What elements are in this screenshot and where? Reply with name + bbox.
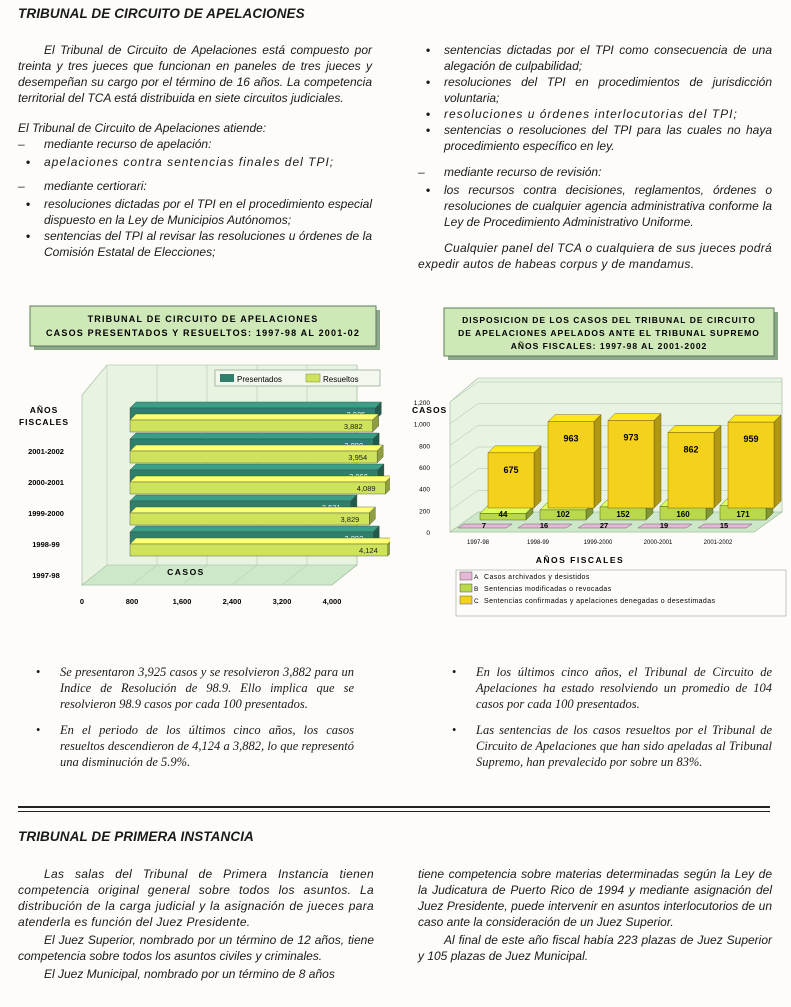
chart2-data-label-a: 15 [719,521,729,530]
chart2-category-label: 1999-2000 [583,540,613,546]
note-right: • En los últimos cinco años, el Tribunal de Circuito de Apelaciones ha estado resolviendo un promedio de 104 casos por cada 100 presentados. [450,664,772,712]
chart2-bar-c [548,415,601,508]
chart2-title-line1: DISPOSICION DE LOS CASOS DEL TRIBUNAL DE CIRCUITO [462,315,756,325]
chart1-xtick: 2,400 [222,597,242,606]
chart2-legend-key: A [474,574,479,581]
chart2-bar-c [728,415,781,508]
tpi-p1: Las salas del Tribunal de Primera Instancia tienen competencia original general sobre todos los asuntos. La distribución de la carga judicial y la asignación de jueces para atenderla es función del Juez Presidente. [18,867,374,929]
chart2-legend-swatch [460,584,472,592]
chart2-ytick: 200 [419,508,430,516]
chart2-data-label-a: 16 [539,521,549,530]
chart1-data-label: 4,089 [356,484,376,493]
notes-right [450,664,772,780]
right-item: • sentencias dictadas por el TPI como consecuencia de una alegación de culpabilidad; [418,42,772,74]
chart1-xtick: 4,000 [322,597,342,606]
chart2-data-label-c: 973 [623,432,639,443]
chart2-data-label-c: 963 [563,433,579,444]
chart2-ytick: 800 [419,443,430,451]
chart1-category-label: 2001-2002 [28,447,64,456]
tpi-p2: El Juez Superior, nombrado por un término de 12 años, tiene competencia sobre todos los asuntos civiles y criminales. [18,933,374,963]
chart1-category-label: 2000-2001 [28,478,64,487]
tpi-p5: Al final de este año fiscal había 223 plazas de Juez Superior y 105 plazas de Juez Municipal. [418,933,772,963]
chart2-ytick: 600 [419,465,430,472]
tca-heading: TRIBUNAL DE CIRCUITO DE APELACIONES [18,6,305,21]
chart2-data-label-b: 44 [498,510,508,519]
tca-right-column [418,42,772,272]
chart2-ytick: 1,000 [413,421,430,429]
chart2-data-label-a: 27 [599,521,609,530]
tca-atiende: El Tribunal de Circuito de Apelaciones atiende: [18,121,267,135]
chart1-ylabel-2: FISCALES [18,417,70,427]
chart1-category-label: 1998-99 [32,540,60,549]
chart2-data-label-c: 959 [743,434,759,445]
chart1-xlabel: CASOS [167,567,205,577]
chart2-data-label-c: 862 [683,444,699,455]
certiorari-item: • resoluciones dictadas por el TPI en el procedimiento especial dispuesto en la Ley de Municipios Autónomos; [18,196,372,228]
chart2-category-label: 2000-2001 [643,540,673,546]
chart2-ylabel: CASOS [412,405,448,415]
revision-label: – mediante recurso de revisión: [418,164,772,180]
right-item: • resoluciones del TPI en procedimientos de jurisdicción voluntaria; [418,74,772,106]
chart2-bar-c [488,446,541,508]
certiorari-item: • sentencias del TPI al revisar las resoluciones u órdenes de la Comisión Estatal de Elecciones; [18,228,372,260]
chart1-data-label: 4,124 [358,546,378,555]
chart2-category-label: 1997-98 [466,540,490,546]
chart2-data-label-c: 675 [503,464,519,475]
chart2-legend-label: Sentencias confirmadas y apelaciones denegadas o desestimadas [484,598,716,605]
revision-item: • los recursos contra decisiones, reglamentos, órdenes o resoluciones de cualquier agencia administrativa conforme la Ley de Procedimiento Administrativo Uniforme. [418,182,772,230]
chart1-data-label: 3,829 [340,515,360,524]
chart1-bar-resueltos [130,414,379,432]
tca-intro: El Tribunal de Circuito de Apelaciones está compuesto por treinta y tres jueces que funcionan en paneles de tres jueces y desempeñan su cargo por el término de 16 años. La competencia territorial del TCA está distribuida en siete circuitos judiciales. [18,43,372,105]
chart1-xtick: 800 [125,597,139,606]
chart2-legend-label: Sentencias modificadas o revocadas [484,586,612,593]
chart1-xtick: 1,600 [172,597,192,606]
chart1-category-label: 1997-98 [32,571,60,580]
chart1-bar-resueltos [130,476,390,494]
chart2-xlabel: AÑOS FISCALES [535,555,625,565]
note-left: • Se presentaron 3,925 casos y se resolvieron 3,882 para un Indice de Resolución de 98.9. Ello implica que se resolvieron 98.9 casos por cada 100 presentados. [34,664,354,712]
chart1-bar-resueltos [130,507,375,525]
chart1-bar-resueltos [130,445,383,463]
chart-casos-presentados-resueltos [10,300,390,610]
apelacion-item: • apelaciones contra sentencias finales del TPI; [18,154,372,170]
chart2-legend-label: Casos archivados y desistidos [484,574,590,581]
right-item: • sentencias o resoluciones del TPI para las cuales no haya procedimiento específico en ley. [418,122,772,154]
chart2-data-label-b: 152 [616,510,630,519]
tpi-p3: El Juez Municipal, nombrado por un término de 8 años [44,967,335,981]
chart2-category-label: 1998-99 [526,540,550,546]
chart1-legend-swatch-presentados [220,374,234,382]
chart2-ytick: 1,200 [413,400,430,407]
right-item: • resoluciones u órdenes interlocutorias del TPI; [418,106,772,122]
chart1-legend-presentados: Presentados [237,375,282,384]
certiorari-label: – mediante certiorari: [18,178,372,194]
chart2-ytick: 400 [419,486,430,494]
chart2-bar-c [608,414,661,508]
tpi-right-column [418,866,772,964]
chart2-ytick: 0 [426,530,430,537]
notes-left [34,664,354,780]
chart2-data-label-b: 102 [556,510,570,519]
chart1-data-label: 3,882 [343,422,363,431]
note-left: • En el periodo de los últimos cinco años, los casos resueltos descendieron de 4,124 a 3,882, lo que representó una disminución de 5.9%. [34,722,354,770]
chart2-data-label-a: 19 [659,521,669,530]
chart1-legend-resueltos: Resueltos [323,375,359,384]
tpi-heading: TRIBUNAL DE PRIMERA INSTANCIA [18,829,254,844]
chart1-data-label: 3,954 [348,453,368,462]
chart1-floor [82,565,357,585]
chart2-category-label: 2001-2002 [703,540,733,546]
chart2-data-label-a: 7 [481,521,487,530]
chart1-category-label: 1999-2000 [28,509,64,518]
separator-rule-bottom [18,811,770,812]
tca-left-column [18,42,372,260]
chart1-xtick: 3,200 [272,597,292,606]
chart2-data-label-b: 171 [736,510,750,519]
chart1-title-box [30,306,376,346]
chart2-legend-key: C [474,598,479,605]
note-right: • Las sentencias de los casos resueltos por el Tribunal de Circuito de Apelaciones que han sido apeladas al Tribunal Supremo, han prevalecido por sobre un 83%. [450,722,772,770]
chart-disposicion-casos-supremo [400,300,790,620]
chart1-bar-resueltos [130,538,390,556]
chart1-xtick: 0 [79,597,85,606]
chart1-legend-swatch-resueltos [306,374,320,382]
chart2-bar-c [668,426,721,508]
chart2-title-line3: AÑOS FISCALES: 1997-98 AL 2001-2002 [510,341,708,351]
chart1-title-line1: TRIBUNAL DE CIRCUITO DE APELACIONES [87,314,319,324]
chart1-title-line2: CASOS PRESENTADOS Y RESUELTOS: 1997-98 AL 2001-02 [45,328,361,338]
tpi-p4: tiene competencia sobre materias determinadas según la Ley de la Judicatura de Puerto Rico de 1994 y mediante asignación del Juez Presidente, puede intervenir en asuntos interlocutorios de un caso ante la consideración de un Juez Superior. [418,867,772,929]
habeas-paragraph: Cualquier panel del TCA o cualquiera de sus jueces podrá expedir autos de habeas corpus y de mandamus. [418,241,772,271]
chart2-title-line2: DE APELACIONES APELADOS ANTE EL TRIBUNAL SUPREMO [458,328,760,338]
tpi-left-column [18,866,374,982]
chart2-legend-key: B [474,586,479,593]
chart2-legend-swatch [460,572,472,580]
chart2-data-label-b: 160 [676,510,690,519]
apelacion-label: – mediante recurso de apelación: [18,136,372,152]
chart1-ylabel-1: AÑOS [29,405,59,415]
separator-rule-top [18,806,770,808]
chart2-legend-swatch [460,596,472,604]
